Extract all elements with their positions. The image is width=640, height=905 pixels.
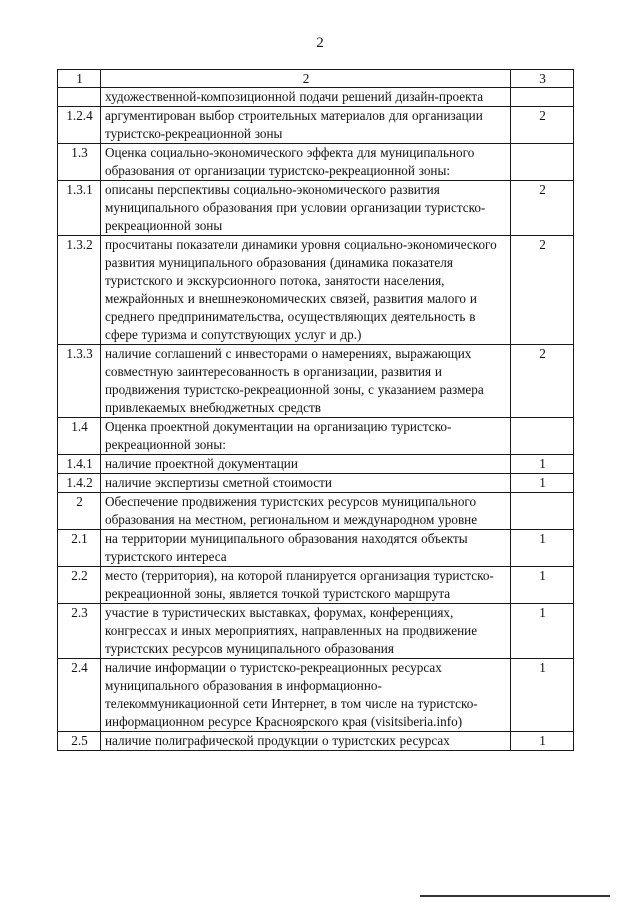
row-score: 1: [511, 732, 574, 751]
table-row: [58, 659, 574, 732]
row-score: 1: [511, 567, 574, 604]
row-criterion: на территории муниципального образования находятся объекты туристского интереса: [101, 530, 511, 567]
page-bottom-rule: [420, 895, 610, 897]
table-row: [58, 604, 574, 659]
table-row: [58, 144, 574, 181]
criteria-table: [57, 69, 574, 751]
row-criterion: место (территория), на которой планируется организация туристско-рекреационной зоны, является точкой туристского маршрута: [101, 567, 511, 604]
row-score: [511, 144, 574, 181]
table-row: [58, 493, 574, 530]
row-criterion: художественной-композиционной подачи решений дизайн-проекта: [101, 88, 511, 107]
table-row: [58, 236, 574, 345]
table-row: [58, 567, 574, 604]
row-criterion: описаны перспективы социально-экономического развития муниципального образования при условии организации туристско-рекреационной зоны: [101, 181, 511, 236]
row-score: 1: [511, 474, 574, 493]
table-row: [58, 474, 574, 493]
row-criterion: Обеспечение продвижения туристских ресурсов муниципального образования на местном, региональном и международном уровне: [101, 493, 511, 530]
table-row: [58, 88, 574, 107]
table-row: [58, 732, 574, 751]
row-number: 1.3.3: [58, 345, 101, 418]
row-criterion: наличие полиграфической продукции о туристских ресурсах: [101, 732, 511, 751]
row-score: 1: [511, 455, 574, 474]
row-score: 1: [511, 659, 574, 732]
row-score: 2: [511, 345, 574, 418]
row-score: 1: [511, 604, 574, 659]
row-criterion: участие в туристических выставках, форумах, конференциях, конгрессах и иных мероприятиях, направленных на продвижение туристских ресурсов муниципального образования: [101, 604, 511, 659]
page-number: 2: [316, 35, 324, 51]
table-row: [58, 107, 574, 144]
row-criterion: Оценка социально-экономического эффекта для муниципального образования от организации туристско-рекреационной зоны:: [101, 144, 511, 181]
row-number: 2.3: [58, 604, 101, 659]
row-criterion: наличие информации о туристско-рекреационных ресурсах муниципального образования в информационно-телекоммуникационной сети Интернет, в том числе на туристско-информационном ресурсе Красноярского края (visitsiberia.info): [101, 659, 511, 732]
table-row: [58, 455, 574, 474]
row-criterion: Оценка проектной документации на организацию туристско-рекреационной зоны:: [101, 418, 511, 455]
row-number: 2: [58, 493, 101, 530]
row-criterion: наличие экспертизы сметной стоимости: [101, 474, 511, 493]
row-criterion: аргументирован выбор строительных материалов для организации туристско-рекреационной зоны: [101, 107, 511, 144]
row-score: [511, 493, 574, 530]
row-criterion: наличие соглашений с инвесторами о намерениях, выражающих совместную заинтересованность в организации, развития и продвижения туристско-рекреационной зоны, с указанием размера привлекаемых внебюджетных средств: [101, 345, 511, 418]
row-number: 1.4: [58, 418, 101, 455]
row-score: 1: [511, 530, 574, 567]
column-header-score: 3: [511, 70, 574, 88]
row-number: [58, 88, 101, 107]
row-number: 2.2: [58, 567, 101, 604]
row-number: 2.5: [58, 732, 101, 751]
row-score: [511, 88, 574, 107]
row-score: 2: [511, 107, 574, 144]
row-number: 2.4: [58, 659, 101, 732]
row-number: 1.3: [58, 144, 101, 181]
row-criterion: просчитаны показатели динамики уровня социально-экономического развития муниципального образования (динамика показателя туристского и экскурсионного потока, занятости населения, межрайонных и внешнеэкономических связей, развития малого и среднего предпринимательства, осуществляющих деятельность в сфере туризма и сопутствующих услуг и др.): [101, 236, 511, 345]
row-score: [511, 418, 574, 455]
column-header-criterion: 2: [101, 70, 511, 88]
table-row: [58, 530, 574, 567]
row-score: 2: [511, 236, 574, 345]
row-criterion: наличие проектной документации: [101, 455, 511, 474]
row-number: 1.2.4: [58, 107, 101, 144]
row-number: 1.4.1: [58, 455, 101, 474]
row-number: 2.1: [58, 530, 101, 567]
row-number: 1.3.1: [58, 181, 101, 236]
table-header-row: [58, 70, 574, 88]
row-number: 1.3.2: [58, 236, 101, 345]
row-number: 1.4.2: [58, 474, 101, 493]
column-header-number: 1: [58, 70, 101, 88]
table-row: [58, 345, 574, 418]
table-row: [58, 181, 574, 236]
row-score: 2: [511, 181, 574, 236]
table-row: [58, 418, 574, 455]
